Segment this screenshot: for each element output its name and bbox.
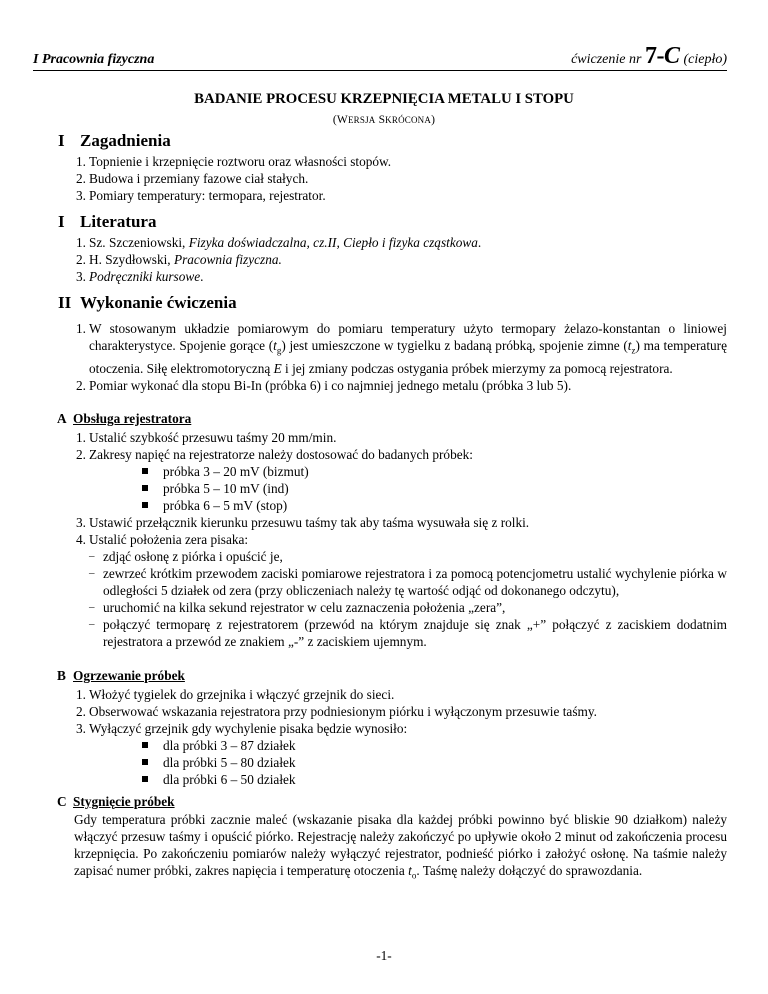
- page-header: [33, 42, 727, 71]
- page-number: -1-: [376, 948, 392, 963]
- dash-item: – uruchomić na kilka sekund rejestrator w celu zaznaczenia położenia „zera”,: [89, 599, 727, 616]
- list-item: 4. Ustalić położenia zera pisaka: – zdjąć osłonę z piórka i opuścić je, – zewrzeć krótkim przewodem zaciski pomiarowe rejestratora i za pomocą potencjometru ustalić wychylenie piórka w odległości 5 działek od zera (przy obliczeniach należy tę wartość odjąć od dokonanego odczytu), – uruchomić na kilka sekund rejestrator w celu zaznaczenia położenia „zera”, – połączyć termoparę z rejestratorem (przewód na którym znajduje się znak „+” połączyć z zaciskiem dodatnim rejestratora a przewód ze znakiem „-” z zaciskiem ujemnym.: [58, 531, 727, 650]
- list-item: 2. Zakresy napięć na rejestratorze należy dostosować do badanych próbek: próbka 3 – 20 mV (bizmut) próbka 5 – 10 mV (ind) próbka 6 – 5 mV (stop): [58, 446, 727, 514]
- symbol-subscript: z: [631, 345, 636, 356]
- list-item: 3. Ustawić przełącznik kierunku przesuwu taśmy tak aby taśma wysuwała się z rolki.: [76, 515, 530, 530]
- reference-title: Pracownia fizyczna.: [173, 252, 282, 267]
- list-item-text: Zakresy napięć na rejestratorze należy dostosować do badanych próbek:: [89, 447, 473, 462]
- symbol-subscript: g: [276, 345, 282, 356]
- subtitle-open: (W: [332, 114, 348, 126]
- document-subtitle: [0, 112, 768, 129]
- list-item: 2. H. Szydłowski, Pracownia fizyczna.: [76, 252, 282, 267]
- zagadnienia-list: [58, 153, 727, 204]
- header-lab-name: I Pracownia fizyczna: [33, 52, 155, 67]
- reference-author: H. Szydłowski,: [89, 252, 174, 267]
- header-exercise-number: 7-: [644, 43, 664, 69]
- subsection-letter: B: [57, 668, 66, 683]
- subtitle-part2: KRÓCONA: [385, 115, 432, 125]
- symbol-subscript: o: [411, 870, 417, 881]
- list-item-text: Ustalić szybkość przesuwu taśmy 20 mm/min.: [89, 430, 337, 445]
- literatura-list: [58, 234, 727, 285]
- stygniecie-paragraph: [74, 811, 727, 885]
- reference-tail: .: [200, 269, 204, 284]
- subsection-letter: A: [57, 411, 67, 426]
- bullet-item: dla próbki 5 – 80 działek: [139, 754, 727, 771]
- symbol-t: t: [408, 863, 412, 878]
- subsection-heading-a: [57, 410, 191, 427]
- list-item-text: Budowa i przemiany fazowe ciał stałych.: [89, 171, 309, 186]
- reference-tail: .: [477, 235, 482, 250]
- reference-title: Fizyka doświadczalna, cz.II, Ciepło i fizyka cząstkowa: [188, 235, 478, 250]
- bullet-item: próbka 6 – 5 mV (stop): [139, 497, 727, 514]
- text-fragment: Gdy temperatura próbki zacznie maleć (wskazanie pisaka dla każdej próbki powinno być bliskie 90 działkom) należy włączyć przesuw taśmy i opuścić piórko. Rejestrację należy zakończyć po upływie około 2 minut od zakończenia procesu krzepnięcia. Po zakończeniu pomiarów należy wyłączyć rejestrator, podnieść piórko i założyć osłonę. Na taśmie należy zapisać numer próbki, zakres napięcia i temperaturę otoczenia: [74, 812, 727, 878]
- section-title: Wykonanie ćwiczenia: [80, 293, 237, 312]
- subtitle-close: ): [431, 114, 436, 126]
- document-title: BADANIE PROCESU KRZEPNIĘCIA METALU I STOPU: [194, 91, 574, 107]
- dash-item: – zdjąć osłonę z piórka i opuścić je,: [89, 548, 727, 565]
- symbol-t: t: [273, 338, 277, 353]
- bullet-item: próbka 5 – 10 mV (ind): [139, 480, 727, 497]
- list-item: 3. Pomiary temperatury: termopara, rejestrator.: [76, 188, 326, 203]
- section-heading-literatura: [58, 213, 156, 230]
- list-item: 1. Ustalić szybkość przesuwu taśmy 20 mm/min.: [76, 430, 337, 445]
- subsection-title: Ogrzewanie próbek: [73, 668, 185, 683]
- list-item: 1. Topnienie i krzepnięcie roztworu oraz własności stopów.: [76, 154, 392, 169]
- list-item: 2. Obserwować wskazania rejestratora przy podniesionym piórku i wyłączonym przesuwie taśmy.: [76, 704, 597, 719]
- dash-item: – zewrzeć krótkim przewodem zaciski pomiarowe rejestratora i za pomocą potencjometru ustalić wychylenie piórka w odległości 5 działek od zera (przy obliczeniach należy tę wartość odjąć od dokonanego odczytu),: [89, 565, 727, 599]
- text-fragment: W stosowanym układzie pomiarowym do pomiaru temperatury użyto termopary żelazo-konstantan o liniowej charakterystyce. Spojenie gorące (: [89, 321, 727, 353]
- header-exercise-suffix: (ciepło): [679, 52, 727, 67]
- deflection-list: [89, 737, 727, 788]
- symbol-e: E: [273, 360, 282, 376]
- reference-author: Sz. Szczeniowski,: [89, 235, 189, 250]
- list-item: 2. Pomiar wykonać dla stopu Bi-In (próbka 6) i co najmniej jednego metalu (próbka 3 lub 5).: [76, 377, 572, 393]
- list-item-text: Wyłączyć grzejnik gdy wychylenie pisaka będzie wynosiło:: [89, 721, 408, 736]
- range-list: [89, 463, 727, 514]
- header-exercise-letter: C: [663, 43, 680, 69]
- subsection-heading-c: [57, 793, 175, 810]
- list-item: 3. Wyłączyć grzejnik gdy wychylenie pisaka będzie wynosiło: dla próbki 3 – 87 działek dla próbki 5 – 80 działek dla próbki 6 – 50 działek: [58, 720, 727, 788]
- list-item-text: Obserwować wskazania rejestratora przy podniesionym piórku i wyłączonym przesuwie taśmy.: [89, 704, 597, 719]
- obsluga-list: [58, 429, 727, 650]
- ogrzewanie-list: [58, 686, 727, 788]
- list-item-text: Pomiary temperatury: termopara, rejestrator.: [89, 188, 326, 203]
- wykonanie-list: [58, 320, 727, 394]
- subsection-letter: C: [57, 794, 67, 809]
- dash-item: – połączyć termoparę z rejestratorem (przewód na którym znajduje się znak „+” połączyć z zaciskiem dodatnim rejestratora a przewód ze znakiem „-” z zaciskiem ujemnym.: [89, 616, 727, 650]
- list-item: 1. Włożyć tygielek do grzejnika i włączyć grzejnik do sieci.: [76, 687, 395, 702]
- section-number: II: [58, 293, 72, 312]
- bullet-item: próbka 3 – 20 mV (bizmut): [139, 463, 727, 480]
- section-heading-zagadnienia: [58, 132, 171, 149]
- subsection-title: Stygnięcie próbek: [73, 794, 175, 809]
- list-item: 2. Budowa i przemiany fazowe ciał stałych.: [76, 171, 309, 186]
- subtitle-part1: ERSJA: [347, 115, 376, 125]
- symbol-t: t: [627, 338, 632, 353]
- list-item-text: Topnienie i krzepnięcie roztworu oraz własności stopów.: [89, 154, 392, 169]
- bullet-item: dla próbki 3 – 87 działek: [139, 737, 727, 754]
- section-title: Zagadnienia: [80, 131, 171, 150]
- section-title: Literatura: [80, 212, 157, 231]
- text-fragment: ) jest umieszczone w tygielku z badaną próbką, spojenie zimne (: [281, 338, 628, 353]
- text-fragment: . Taśmę należy dołączyć do sprawozdania.: [416, 863, 643, 878]
- bullet-item: dla próbki 6 – 50 działek: [139, 771, 727, 788]
- reference-title: Podręczniki kursowe: [89, 269, 201, 284]
- subsection-heading-b: [57, 667, 185, 684]
- header-exercise: [571, 43, 727, 69]
- list-item-text: Pomiar wykonać dla stopu Bi-In (próbka 6) i co najmniej jednego metalu (próbka 3 lub 5).: [89, 377, 572, 393]
- list-item-text: Ustawić przełącznik kierunku przesuwu taśmy tak aby taśma wysuwała się z rolki.: [89, 515, 530, 530]
- list-item-text: Włożyć tygielek do grzejnika i włączyć grzejnik do sieci.: [89, 687, 395, 702]
- subsection-title: Obsługa rejestratora: [73, 411, 192, 426]
- section-heading-wykonanie: [58, 294, 237, 311]
- list-item-text: Ustalić położenia zera pisaka:: [89, 532, 249, 547]
- header-exercise-prefix: ćwiczenie nr: [571, 52, 645, 67]
- section-number: I: [58, 131, 65, 150]
- section-number: I: [58, 212, 65, 231]
- list-item: 3. Podręczniki kursowe.: [76, 269, 204, 284]
- list-item: 1. Sz. Szczeniowski, Fizyka doświadczalna, cz.II, Ciepło i fizyka cząstkowa.: [76, 235, 482, 250]
- text-fragment: ) ma temperaturę otoczenia. Siłę elektromotoryczną: [89, 338, 727, 376]
- text-fragment: i jej zmiany podczas ostygania próbek mierzymy za pomocą rejestratora.: [281, 360, 673, 376]
- subtitle-mid: S: [375, 114, 386, 126]
- zero-steps-list: [89, 548, 727, 650]
- list-item: 1. W stosowanym układzie pomiarowym do pomiaru temperatury użyto termopary żelazo-konstantan o liniowej charakterystyce. Spojenie gorące $(t_g)$ jest umieszczone w tygielku z badaną próbką, spojenie zimne $(t_z)$ ma temperaturę otoczenia. Siłę elektromotoryczną E i jej zmiany podczas ostygania próbek mierzymy za pomocą rejestratora.: [76, 321, 727, 376]
